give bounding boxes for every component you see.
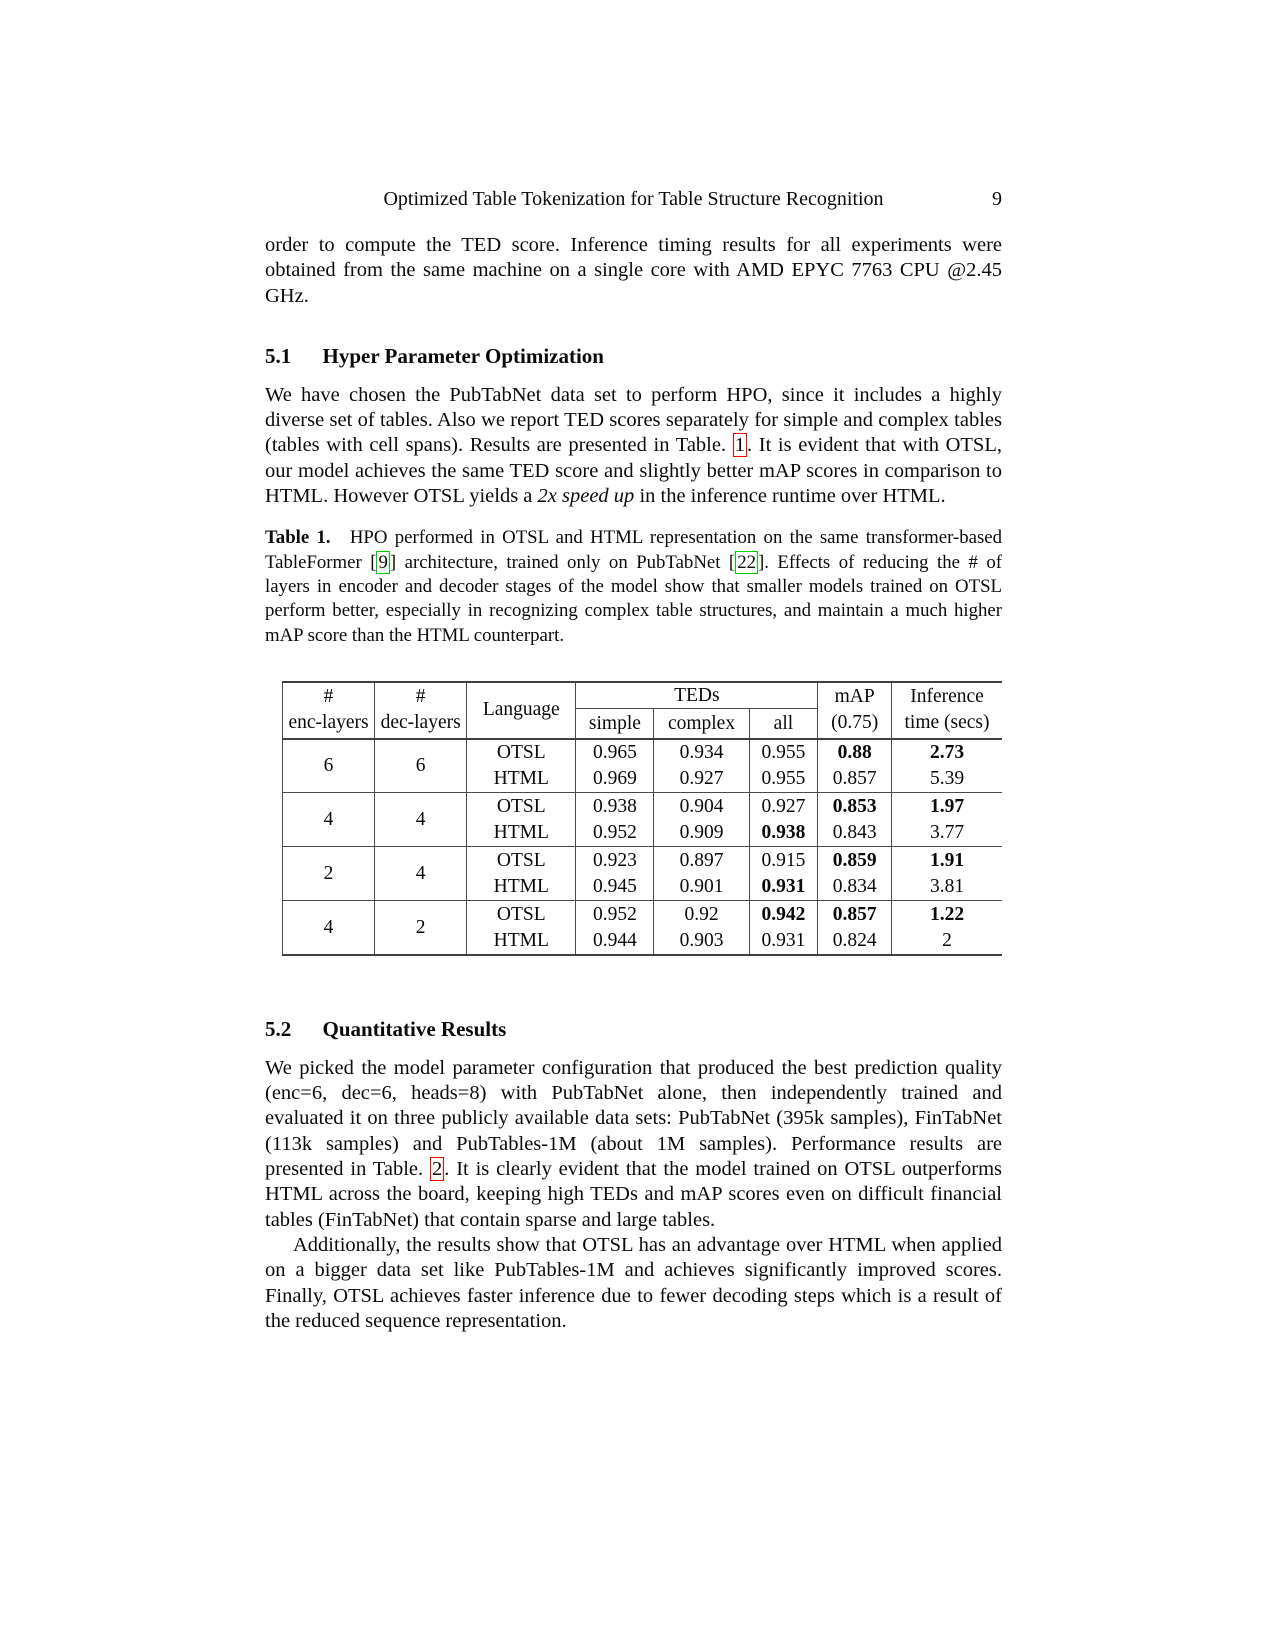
teds-simple-cell: 0.965 <box>576 739 654 766</box>
language-cell: HTML <box>467 820 576 847</box>
table-1-caption <box>265 526 1002 647</box>
table-row <box>283 739 1003 766</box>
language-cell: HTML <box>467 766 576 793</box>
col-header-dec-layers: # dec-layers <box>375 682 467 739</box>
section-number: 5.1 <box>265 343 292 368</box>
col-header-all: all <box>749 709 818 739</box>
teds-simple-cell: 0.952 <box>576 901 654 928</box>
map-cell: 0.824 <box>818 928 892 955</box>
map-cell: 0.88 <box>818 739 892 766</box>
teds-all-cell: 0.938 <box>749 820 818 847</box>
inference-time-cell: 1.97 <box>892 793 1002 820</box>
dec-layers-value: 4 <box>375 793 467 847</box>
teds-complex-cell: 0.903 <box>654 928 749 955</box>
paragraph-text: . It is clearly evident that the model trained on OTSL outperforms HTML across the board, keeping high TEDs and mAP scores even on difficult financial tables (FinTabNet) that contain sparse and large tables. <box>265 1158 1002 1231</box>
map-cell: 0.857 <box>818 766 892 793</box>
teds-complex-cell: 0.897 <box>654 847 749 874</box>
map-cell: 0.843 <box>818 820 892 847</box>
inference-time-cell: 1.91 <box>892 847 1002 874</box>
teds-simple-cell: 0.938 <box>576 793 654 820</box>
dec-layers-value: 2 <box>375 901 467 955</box>
col-header-teds: TEDs <box>576 682 818 709</box>
caption-label: Table 1. <box>265 527 331 549</box>
enc-layers-value: 4 <box>283 901 375 955</box>
emphasized-text: 2x speed up <box>537 485 635 508</box>
col-header-language: Language <box>467 682 576 739</box>
language-cell: OTSL <box>467 793 576 820</box>
inference-time-cell: 1.22 <box>892 901 1002 928</box>
running-head <box>265 186 1002 212</box>
teds-simple-cell: 0.969 <box>576 766 654 793</box>
teds-all-cell: 0.955 <box>749 739 818 766</box>
teds-all-cell: 0.931 <box>749 928 818 955</box>
teds-complex-cell: 0.901 <box>654 874 749 901</box>
section-title: Hyper Parameter Optimization <box>322 343 604 368</box>
section-title: Quantitative Results <box>322 1016 507 1041</box>
paragraph-text: We have chosen the PubTabNet data set to perform HPO, since it includes a highly diverse set of tables. Also we report TED scores separately for simple and complex tables (tables with cell spans). Results are presented in Table. <box>265 383 1002 457</box>
section-5-2-paragraph-1 <box>265 1056 1002 1233</box>
caption-text: HPO performed in OTSL and HTML representation on the same transformer-based TableFormer [ <box>265 527 1002 573</box>
table-row <box>283 901 1003 928</box>
inference-time-cell: 2.73 <box>892 739 1002 766</box>
intro-paragraph: order to compute the TED score. Inference timing results for all experiments were obtained from the same machine on a single core with AMD EPYC 7763 CPU @2.45 GHz. <box>265 234 1002 307</box>
inference-time-cell: 3.81 <box>892 874 1002 901</box>
caption-text: ] architecture, trained only on PubTabNet [ <box>389 551 736 573</box>
table-header-row-1 <box>283 682 1003 709</box>
col-header-inference: Inference time (secs) <box>892 682 1002 739</box>
table-1-container <box>265 681 1002 956</box>
paragraph-text: . It is evident that with OTSL, our model achieves the same TED score and slightly better mAP scores in comparison to HTML. However OTSL yields a <box>265 434 1002 508</box>
language-cell: OTSL <box>467 739 576 766</box>
table-row <box>283 793 1003 820</box>
section-5-2-heading <box>265 1017 1002 1041</box>
section-5-1-heading <box>265 344 1002 368</box>
section-5-1-paragraph <box>265 383 1002 509</box>
section-5-2-paragraph-2: Additionally, the results show that OTSL has an advantage over HTML when applied on a bigger data set like PubTables-1M and achieves significantly improved scores. Finally, OTSL achieves faster inference due to fewer decoding steps which is a result of the reduced sequence representation. <box>265 1233 1002 1332</box>
section-number: 5.2 <box>265 1016 292 1041</box>
dec-layers-value: 4 <box>375 847 467 901</box>
teds-complex-cell: 0.909 <box>654 820 749 847</box>
table-2-reference-link[interactable]: 2 <box>432 1158 443 1181</box>
results-table <box>282 681 1002 956</box>
col-header-simple: simple <box>576 709 654 739</box>
paragraph-text: in the inference runtime over HTML. <box>634 485 946 508</box>
table-1-reference-link[interactable]: 1 <box>734 434 745 457</box>
col-header-enc-layers: # enc-layers <box>283 682 375 739</box>
table-row <box>283 847 1003 874</box>
page-number: 9 <box>992 188 1002 210</box>
teds-complex-cell: 0.934 <box>654 739 749 766</box>
col-header-map: mAP (0.75) <box>818 682 892 739</box>
teds-complex-cell: 0.92 <box>654 901 749 928</box>
teds-simple-cell: 0.944 <box>576 928 654 955</box>
caption-text: ]. Effects of reducing the # of layers in encoder and decoder stages of the model show that smaller models trained on OTSL perform better, especially in recognizing complex table structures, and maintain a much higher mAP score than the HTML counterpart. <box>265 551 1003 646</box>
citation-9-link[interactable]: 9 <box>378 551 388 573</box>
teds-simple-cell: 0.952 <box>576 820 654 847</box>
col-header-complex: complex <box>654 709 749 739</box>
teds-simple-cell: 0.923 <box>576 847 654 874</box>
language-cell: HTML <box>467 874 576 901</box>
map-cell: 0.857 <box>818 901 892 928</box>
inference-time-cell: 5.39 <box>892 766 1002 793</box>
enc-layers-value: 4 <box>283 793 375 847</box>
teds-complex-cell: 0.927 <box>654 766 749 793</box>
teds-all-cell: 0.927 <box>749 793 818 820</box>
teds-simple-cell: 0.945 <box>576 874 654 901</box>
map-cell: 0.859 <box>818 847 892 874</box>
language-cell: OTSL <box>467 901 576 928</box>
teds-all-cell: 0.931 <box>749 874 818 901</box>
running-title: Optimized Table Tokenization for Table Structure Recognition <box>383 188 884 210</box>
language-cell: HTML <box>467 928 576 955</box>
paragraph-text: We picked the model parameter configuration that produced the best prediction quality (enc=6, dec=6, heads=8) with PubTabNet alone, then independently trained and evaluated it on three publicly available data sets: PubTabNet (395k samples), FinTabNet (113k samples) and PubTables-1M (about 1M samples). Performance results are presented in Table. <box>265 1056 1002 1181</box>
dec-layers-value: 6 <box>375 739 467 793</box>
teds-complex-cell: 0.904 <box>654 793 749 820</box>
map-cell: 0.834 <box>818 874 892 901</box>
teds-all-cell: 0.915 <box>749 847 818 874</box>
teds-all-cell: 0.955 <box>749 766 818 793</box>
language-cell: OTSL <box>467 847 576 874</box>
text-column <box>265 0 1002 1334</box>
enc-layers-value: 2 <box>283 847 375 901</box>
map-cell: 0.853 <box>818 793 892 820</box>
inference-time-cell: 3.77 <box>892 820 1002 847</box>
inference-time-cell: 2 <box>892 928 1002 955</box>
citation-22-link[interactable]: 22 <box>737 551 756 573</box>
enc-layers-value: 6 <box>283 739 375 793</box>
teds-all-cell: 0.942 <box>749 901 818 928</box>
